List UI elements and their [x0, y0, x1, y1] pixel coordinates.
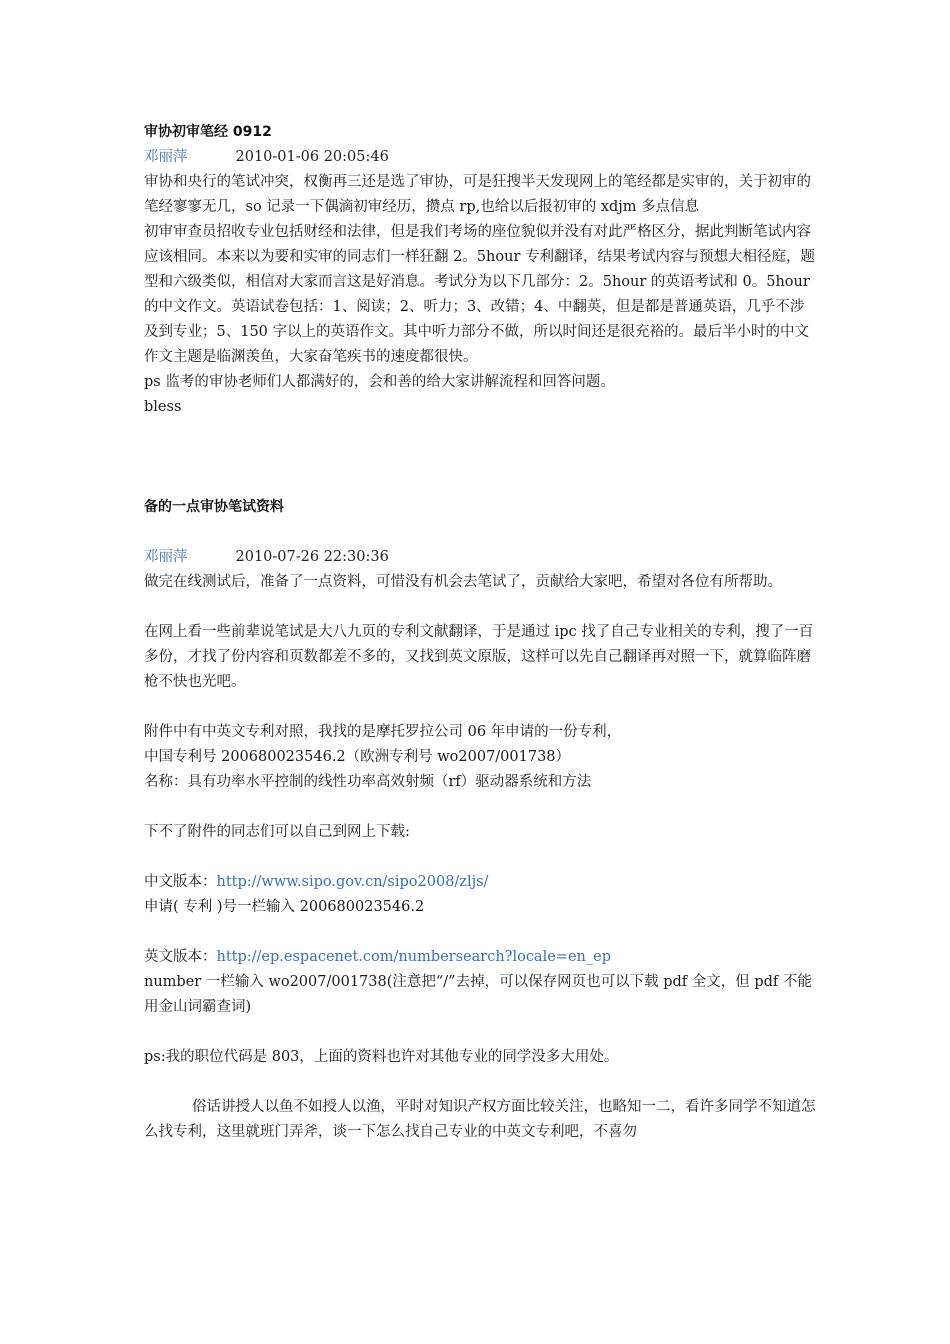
spacer [144, 695, 816, 720]
spacer [144, 920, 816, 945]
post-title: 备的一点审协笔试资料 [144, 499, 284, 515]
spacer [144, 595, 816, 620]
chinese-version-label: 中文版本： [144, 874, 217, 890]
post-date: 2010-07-26 22:30:36 [235, 549, 389, 565]
section-spacer [144, 420, 816, 495]
spacer [144, 1020, 816, 1045]
paragraph: ps:我的职位代码是 803，上面的资料也许对其他专业的同学没多大用处。 [144, 1049, 619, 1065]
paragraph: 申请( 专利 )号一栏输入 200680023546.2 [144, 899, 425, 915]
paragraph: 审协和央行的笔试冲突，权衡再三还是选了审协，可是狂搜半天发现网上的笔经都是实审的，关于初审的笔经寥寥无几，so 记录一下偶滴初审经历，攒点 rp,也给以后报初审的 xdjm 多点信息 [144, 174, 811, 215]
espacenet-link[interactable]: http://ep.espacenet.com/numbersearch?locale=en_ep [216, 949, 611, 965]
chinese-version-line [144, 870, 816, 895]
spacer [144, 1070, 816, 1095]
paragraph: 附件中有中英文专利对照，我找的是摩托罗拉公司 06 年申请的一份专利， [144, 724, 622, 740]
sipo-link[interactable]: http://www.sipo.gov.cn/sipo2008/zljs/ [216, 874, 489, 890]
author-link[interactable]: 邓丽萍 [144, 149, 188, 165]
document-body [144, 120, 816, 1145]
english-version-line [144, 945, 816, 970]
spacer [144, 845, 816, 870]
spacer [144, 520, 816, 545]
paragraph: number 一栏输入 wo2007/001738(注意把“/”去掉，可以保存网页也可以下载 pdf 全文，但 pdf 不能用金山词霸查词) [144, 974, 812, 1015]
paragraph: 做完在线测试后，准备了一点资料，可惜没有机会去笔试了，贡献给大家吧，希望对各位有所帮助。 [144, 574, 782, 590]
author-link[interactable]: 邓丽萍 [144, 549, 188, 565]
post-date: 2010-01-06 20:05:46 [235, 149, 389, 165]
paragraph: ps 监考的审协老师们人都满好的，会和善的给大家讲解流程和回答问题。 [144, 374, 615, 390]
paragraph: 在网上看一些前辈说笔试是大八九页的专利文献翻译，于是通过 ipc 找了自己专业相关的专利，搜了一百多份，才找了份内容和页数都差不多的，又找到英文原版，这样可以先自己翻译再对照一下，就算临阵磨枪不快也光吧。 [144, 624, 814, 690]
paragraph: 下不了附件的同志们可以自己到网上下载: [144, 824, 410, 840]
spacer [144, 795, 816, 820]
paragraph: 俗话讲授人以鱼不如授人以渔，平时对知识产权方面比较关注，也略知一二，看许多同学不知道怎么找专利，这里就班门弄斧，谈一下怎么找自己专业的中英文专利吧，不喜勿 [144, 1099, 816, 1140]
paragraph: 初审审查员招收专业包括财经和法律，但是我们考场的座位貌似并没有对此严格区分，据此判断笔试内容应该相同。本来以为要和实审的同志们一样狂翻 2。5hour 专利翻译，结果考试内容与预想大相径庭，题型和六级类似，相信对大家而言这是好消息。考试分为以下几部分：2。5hour 的英语考试和 0。5hour 的中文作文。英语试卷包括：1、阅读；2、听力；3、改错；4、中翻英，但是都是普通英语，几乎不涉及到专业；5、150 字以上的英语作文。其中听力部分不做，所以时间还是很充裕的。最后半小时的中文作文主题是临渊羡鱼，大家奋笔疾书的速度都很快。 [144, 224, 816, 365]
english-version-label: 英文版本： [144, 949, 217, 965]
paragraph: 名称：具有功率水平控制的线性功率高效射频（rf）驱动器系统和方法 [144, 774, 592, 790]
paragraph: 中国专利号 200680023546.2（欧洲专利号 wo2007/001738） [144, 749, 571, 765]
post-meta [144, 145, 816, 170]
paragraph: bless [144, 399, 182, 415]
post-meta [144, 545, 816, 570]
post-title: 审协初审笔经 0912 [144, 124, 272, 140]
